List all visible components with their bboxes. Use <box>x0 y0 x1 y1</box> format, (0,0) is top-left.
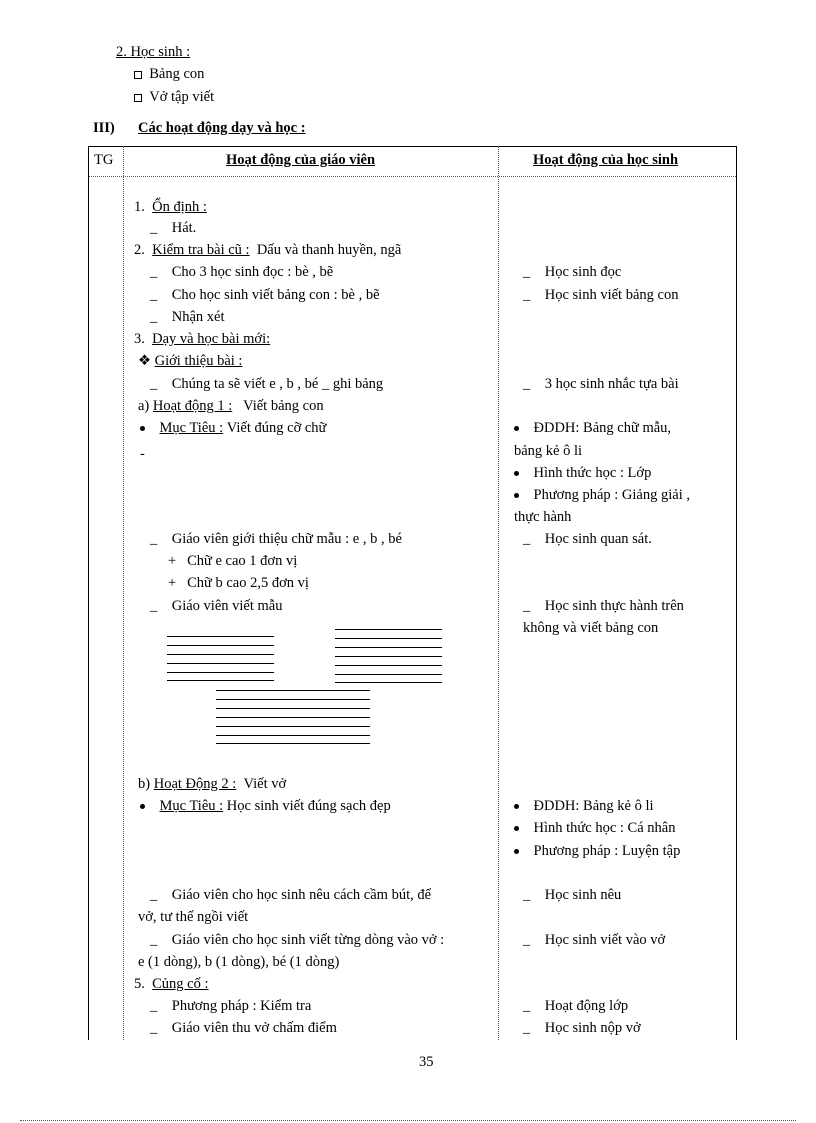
student-line-text: Hoạt động lớp <box>544 998 629 1014</box>
table-left-border <box>88 146 89 1040</box>
teacher-line <box>150 998 311 1015</box>
student-line-text: ĐDDH: Bảng kẻ ô li <box>533 798 654 814</box>
activity-2-goal <box>140 798 391 815</box>
ruled-line <box>167 654 274 655</box>
student-line <box>523 376 679 393</box>
ruled-line <box>216 735 370 736</box>
ruled-line <box>335 629 442 630</box>
student-line-text: Phương pháp : Giảng giải , <box>533 487 690 503</box>
teacher-line <box>150 531 402 548</box>
teacher-line-cont: e (1 dòng), b (1 dòng), bé (1 dòng) <box>138 954 340 970</box>
dash-mark: _ <box>150 287 158 303</box>
diamond-bullet-icon: ❖ <box>138 353 151 369</box>
teacher-line-text: Chúng ta sẽ viết e , b , bé _ ghi bảng <box>171 376 384 392</box>
teacher-line <box>150 220 196 237</box>
plus-mark: + <box>168 553 177 569</box>
header-teacher: Hoạt động của giáo viên <box>226 152 376 168</box>
teacher-line-text: Hát. <box>171 220 197 236</box>
step-title: Dạy và học bài mới: <box>152 331 271 347</box>
table-right-border <box>736 146 737 1040</box>
ruled-line <box>335 638 442 639</box>
square-bullet-icon <box>134 71 142 79</box>
step-title: Ổn định : <box>152 199 207 215</box>
goal-text: Viết đúng cỡ chữ <box>226 420 327 436</box>
teacher-line-text: Giáo viên cho học sinh nêu cách cầm bút, để <box>171 887 432 903</box>
step-rest: Dấu và thanh huyền, ngã <box>256 242 402 258</box>
ruled-line <box>216 699 370 700</box>
goal-label: Mục Tiêu : <box>159 420 224 436</box>
student-line <box>523 531 652 548</box>
student-bullet-line <box>514 798 654 815</box>
dash-mark: _ <box>150 1020 158 1036</box>
student-line-cont: không và viết bảng con <box>523 620 659 636</box>
material-item-text: Vở tập viết <box>149 89 215 105</box>
dash-mark: _ <box>150 531 158 547</box>
student-line-text: Học sinh đọc <box>544 264 622 280</box>
ruled-line <box>216 743 370 744</box>
teacher-line <box>150 887 431 904</box>
teacher-line <box>150 1020 337 1037</box>
teacher-line-text: Phương pháp : Kiểm tra <box>171 998 312 1014</box>
teacher-line-text: Cho 3 học sinh đọc : bè , bẽ <box>171 264 334 280</box>
step-number: 2. <box>134 242 145 258</box>
dash-mark: _ <box>523 887 531 903</box>
dash-mark: _ <box>150 598 158 614</box>
dash-mark: _ <box>523 998 531 1014</box>
teacher-line-text: Giáo viên thu vở chấm điểm <box>171 1020 337 1036</box>
teacher-subline <box>168 553 297 570</box>
section-title: Các hoạt động dạy và học : <box>138 120 306 136</box>
teacher-line <box>150 264 333 281</box>
bullet-icon <box>514 804 519 809</box>
ruled-line <box>167 636 274 637</box>
intro-heading <box>138 353 242 370</box>
student-bullet-line <box>514 820 675 837</box>
ruled-line <box>167 680 274 681</box>
step-day-hoc <box>134 331 270 348</box>
table-header-divider <box>88 176 736 177</box>
student-bullet-line <box>514 843 680 860</box>
student-line <box>523 1020 641 1037</box>
teacher-subline <box>168 575 309 592</box>
teacher-line-text: Nhận xét <box>171 309 225 325</box>
goal-label: Mục Tiêu : <box>159 798 224 814</box>
page-number: 35 <box>419 1054 434 1070</box>
section-number: III) <box>93 120 115 136</box>
student-line-text: Hình thức học : Lớp <box>533 465 652 481</box>
teacher-line <box>150 598 282 615</box>
student-line-text: Hình thức học : Cá nhân <box>533 820 676 836</box>
teacher-line <box>150 932 444 949</box>
dash-mark: _ <box>523 531 531 547</box>
student-line <box>523 264 621 281</box>
teacher-line-text: Giáo viên giới thiệu chữ mẫu : e , b , bé <box>171 531 402 547</box>
student-line-text: Phương pháp : Luyện tập <box>533 843 681 859</box>
teacher-line <box>150 287 380 304</box>
student-bullet-line <box>514 465 651 482</box>
teacher-subline-text: Chữ b cao 2,5 đơn vị <box>187 575 309 591</box>
dash-mark: _ <box>523 376 531 392</box>
table-col-divider-2 <box>498 146 499 1040</box>
student-line-text: 3 học sinh nhắc tựa bài <box>544 376 679 392</box>
dash-mark: _ <box>150 376 158 392</box>
step-on-dinh <box>134 199 207 216</box>
ruled-line <box>167 645 274 646</box>
step-title: Củng cố : <box>152 976 209 992</box>
activity-title: Hoạt động 1 : <box>152 398 233 414</box>
ruled-line <box>216 726 370 727</box>
teacher-line-text: Cho học sinh viết bảng con : bè , bẽ <box>171 287 380 303</box>
student-line-cont: thực hành <box>514 509 572 525</box>
bullet-icon <box>140 426 145 431</box>
ruled-line <box>216 690 370 691</box>
student-line-cont: bảng kẻ ô li <box>514 443 583 459</box>
dash-mark: _ <box>523 264 531 280</box>
ruled-line <box>216 717 370 718</box>
teacher-line <box>150 376 383 393</box>
bullet-icon <box>514 471 519 476</box>
activity-1-goal <box>140 420 326 437</box>
ruled-line <box>216 708 370 709</box>
header-student: Hoạt động của học sinh <box>533 152 679 168</box>
student-line-text: Học sinh quan sát. <box>544 531 652 547</box>
intro-title: Giới thiệu bài : <box>154 353 243 369</box>
step-cung-co <box>134 976 209 993</box>
dash-mark: _ <box>150 932 158 948</box>
material-item-text: Bảng con <box>149 66 205 82</box>
teacher-line-cont: vở, tư thế ngồi viết <box>138 909 249 925</box>
student-line-text: Học sinh nêu <box>544 887 622 903</box>
dash-mark: _ <box>150 998 158 1014</box>
activity-2-heading <box>138 776 286 793</box>
dash-mark: _ <box>150 220 158 236</box>
teacher-line-text: Giáo viên cho học sinh viết từng dòng vào vở : <box>171 932 445 948</box>
table-col-divider-1 <box>123 146 124 1040</box>
bullet-icon <box>514 826 519 831</box>
materials-heading-text: 2. Học sinh : <box>116 44 191 60</box>
step-number: 5. <box>134 976 145 992</box>
ruled-line <box>167 672 274 673</box>
dash-mark: _ <box>150 887 158 903</box>
dash-mark: _ <box>523 932 531 948</box>
table-top-border <box>88 146 736 147</box>
materials-heading <box>116 44 190 61</box>
bullet-icon <box>140 804 145 809</box>
ruled-line <box>335 647 442 648</box>
ruled-line <box>167 663 274 664</box>
dash-mark: _ <box>523 1020 531 1036</box>
ruled-line <box>335 674 442 675</box>
activity-label: a) <box>138 398 150 414</box>
step-kiem-tra <box>134 242 401 259</box>
student-line-text: ĐDDH: Bảng chữ mẫu, <box>533 420 672 436</box>
student-line-text: Học sinh thực hành trên <box>544 598 684 614</box>
student-line <box>523 287 678 304</box>
bullet-icon <box>514 493 519 498</box>
activity-title: Hoạt Động 2 : <box>153 776 237 792</box>
activity-1-heading <box>138 398 324 415</box>
ruled-line <box>335 665 442 666</box>
material-item <box>134 66 204 83</box>
step-number: 3. <box>134 331 145 347</box>
teacher-subline-text: Chữ e cao 1 đơn vị <box>187 553 298 569</box>
activity-rest: Viết bảng con <box>243 398 324 414</box>
goal-text: Học sinh viết đúng sạch đẹp <box>226 798 391 814</box>
teacher-line-text: Giáo viên viết mẫu <box>171 598 283 614</box>
activity-label: b) <box>138 776 151 792</box>
plus-mark: + <box>168 575 177 591</box>
dash-mark: _ <box>523 287 531 303</box>
student-line <box>523 998 628 1015</box>
dash-mark: _ <box>523 598 531 614</box>
step-title: Kiểm tra bài cũ : <box>152 242 250 258</box>
bullet-icon <box>514 849 519 854</box>
teacher-line <box>150 309 225 326</box>
stray-dash: - <box>140 446 145 462</box>
header-time: TG <box>94 152 114 168</box>
step-number: 1. <box>134 199 145 215</box>
dash-mark: _ <box>150 264 158 280</box>
student-line-text: Học sinh viết bảng con <box>544 287 679 303</box>
student-line-text: Học sinh nộp vở <box>544 1020 641 1036</box>
page-bottom-edge <box>20 1120 796 1121</box>
ruled-line <box>335 656 442 657</box>
student-bullet-line <box>514 487 690 504</box>
student-line <box>523 932 665 949</box>
activity-rest: Viết vở <box>243 776 287 792</box>
bullet-icon <box>514 426 519 431</box>
dash-mark: _ <box>150 309 158 325</box>
student-line <box>523 598 684 615</box>
student-line <box>523 887 621 904</box>
square-bullet-icon <box>134 94 142 102</box>
ruled-line <box>335 682 442 683</box>
student-bullet-line <box>514 420 671 437</box>
material-item <box>134 89 214 106</box>
student-line-text: Học sinh viết vào vở <box>544 932 666 948</box>
